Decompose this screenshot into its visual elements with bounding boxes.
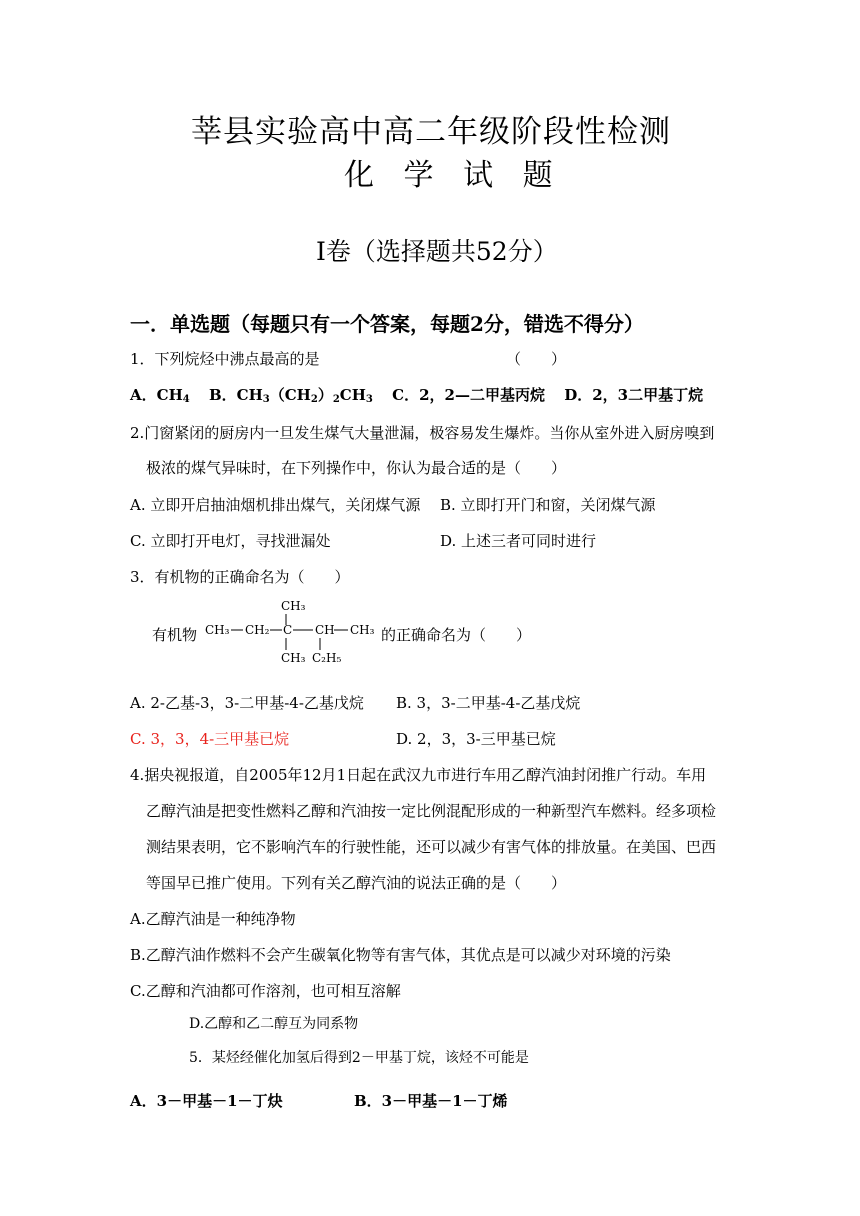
q4-stem-line4: 等国早已推广使用。下列有关乙醇汽油的说法正确的是（ ）	[146, 874, 567, 892]
q4-stem-line2: 乙醇汽油是把变性燃料乙醇和汽油按一定比例混配形成的一种新型汽车燃料。经多项检	[146, 802, 717, 820]
q3-stem: 3．有机物的正确命名为（ ）	[130, 568, 350, 586]
q4-stem-line3: 测结果表明，它不影响汽车的行驶性能，还可以减少有害气体的排放量。在美国、巴西	[146, 838, 717, 856]
exam-title: 莘县实验高中高二年级阶段性检测	[191, 114, 671, 150]
exam-subtitle: 化 学 试 题	[344, 158, 563, 193]
formula-c2h5: C₂H₅	[312, 651, 342, 665]
q1-option-d: D．2，3二甲基丁烷	[564, 386, 704, 404]
q2-stem-line1: 2.门窗紧闭的厨房内一旦发生煤气大量泄漏，极容易发生爆炸。当你从室外进入厨房嗅到	[130, 424, 715, 442]
section-heading: 一．单选题（每题只有一个答案，每题2分，错选不得分）	[130, 312, 644, 336]
q1-options	[130, 384, 703, 405]
q2-stem-line2: 极浓的煤气异味时，在下列操作中，你认为最合适的是（ ）	[146, 459, 567, 477]
q1-option-c: C．2，2—二甲基丙烷	[392, 386, 545, 404]
structural-formula	[203, 598, 383, 666]
formula-ch3-right: CH₃	[350, 623, 375, 637]
q5-option-a: A．3－甲基－1－丁炔	[130, 1092, 283, 1110]
q3-suffix: 的正确命名为（ ）	[381, 626, 532, 644]
q3-option-b: B. 3，3-二甲基-4-乙基戊烷	[396, 694, 581, 712]
q2-option-d: D. 上述三者可同时进行	[440, 532, 597, 550]
q3-prefix: 有机物	[152, 626, 198, 644]
q3-option-a: A. 2-乙基-3，3-二甲基-4-乙基戊烷	[130, 694, 364, 712]
q1-stem: 1．下列烷烃中沸点最高的是	[130, 350, 320, 368]
formula-ch2: CH₂	[245, 623, 270, 637]
formula-ch3-left: CH₃	[205, 623, 230, 637]
formula-ch3-bottom: CH₃	[281, 651, 306, 665]
q2-option-b: B. 立即打开门和窗，关闭煤气源	[440, 496, 656, 514]
q3-option-c-answer: C. 3，3，4-三甲基已烷	[130, 730, 290, 748]
q5-stem: 5．某烃经催化加氢后得到2－甲基丁烷，该烃不可能是	[189, 1050, 529, 1066]
formula-ch: CH	[315, 623, 335, 637]
q1-option-b: B．$CH_3(CH_2)_2CH_3$	[208, 386, 373, 405]
q2-option-c: C. 立即打开电灯，寻找泄漏处	[130, 532, 331, 550]
q5-option-b: B．3－甲基－1－丁烯	[354, 1092, 508, 1110]
formula-c-center: C	[283, 623, 293, 637]
q4-option-b: B.乙醇汽油作燃料不会产生碳氧化物等有害气体，其优点是可以减少对环境的污染	[130, 946, 671, 964]
q3-option-d: D. 2，3，3-三甲基已烷	[396, 730, 556, 748]
q1-bracket: （ ）	[506, 350, 567, 368]
formula-ch3-top: CH₃	[281, 599, 306, 613]
q4-option-c: C.乙醇和汽油都可作溶剂，也可相互溶解	[130, 982, 401, 1000]
q4-option-a: A.乙醇汽油是一种纯净物	[130, 910, 296, 928]
q4-option-d: D.乙醇和乙二醇互为同系物	[189, 1016, 359, 1032]
q1-option-a: A．$CH_4$	[130, 386, 190, 405]
q4-stem-line1: 4.据央视报道，自2005年12月1日起在武汉九市进行车用乙醇汽油封闭推广行动。车用	[130, 766, 707, 784]
q2-option-a: A. 立即开启抽油烟机排出煤气，关闭煤气源	[130, 496, 421, 514]
volume-heading: I卷（选择题共52分）	[316, 237, 558, 266]
